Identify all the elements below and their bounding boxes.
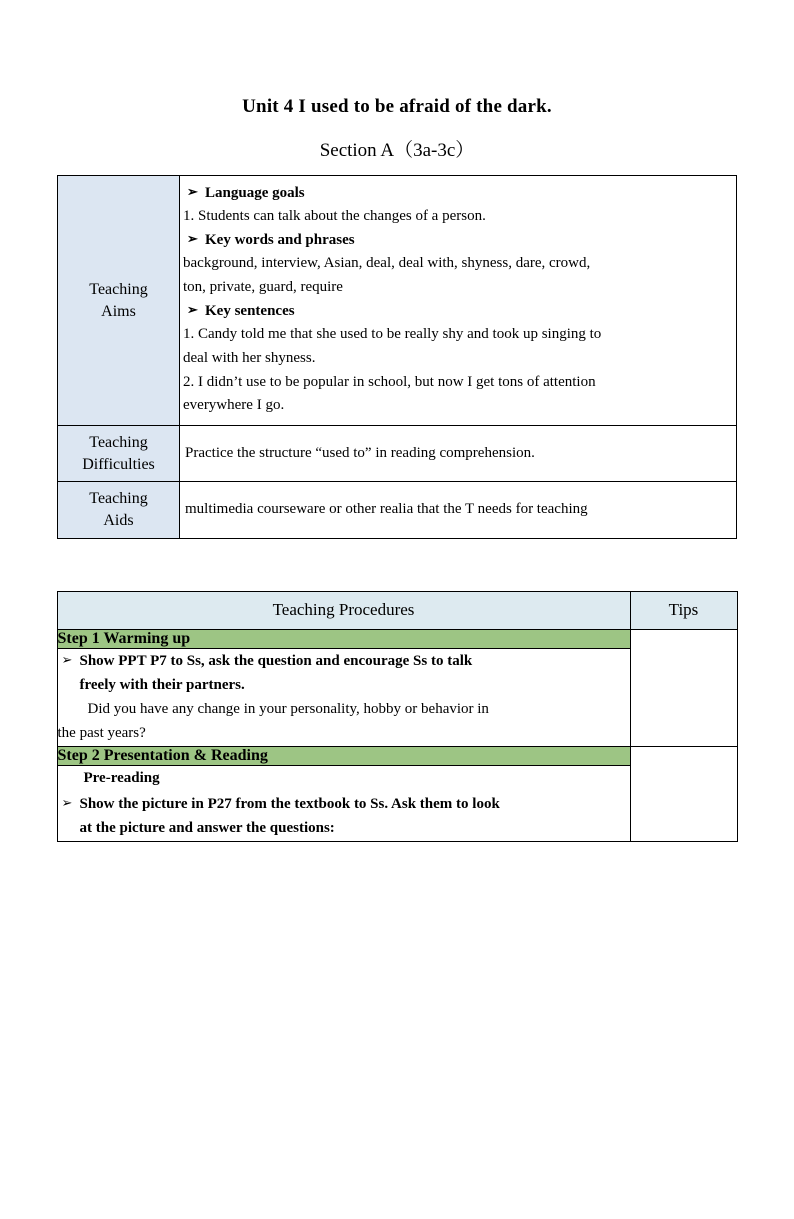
- table-row: [57, 629, 737, 648]
- label-line-1: Teaching: [89, 434, 148, 452]
- tips-header: Tips: [630, 591, 737, 629]
- table-row: [58, 426, 737, 482]
- label-line-1: Teaching: [89, 490, 148, 508]
- step-1-content: [57, 648, 630, 746]
- tips-cell-step-1: [630, 629, 737, 746]
- label-line-1: Teaching: [89, 280, 148, 298]
- arrow-bullet-icon: ➢: [187, 301, 198, 317]
- label-line-2: Aims: [101, 302, 136, 320]
- table-row: [57, 746, 737, 765]
- aims-key-words-line-1: background, interview, Asian, deal, deal with, shyness, dare, crowd,: [183, 255, 591, 272]
- teaching-procedures-table: [57, 591, 738, 842]
- page-title: Unit 4 I used to be afraid of the dark.: [242, 96, 552, 117]
- label-line-2: Difficulties: [82, 455, 155, 473]
- step-2-content: [57, 765, 630, 841]
- document-page: [0, 96, 794, 1219]
- teaching-aids-content: multimedia courseware or other realia that the T needs for teaching: [180, 482, 737, 538]
- bullet-language-goals: [183, 183, 730, 204]
- step-1-label: Step 1 Warming up: [57, 629, 630, 648]
- teaching-difficulties-content: Practice the structure “used to” in reading comprehension.: [180, 426, 737, 482]
- table-row: [58, 176, 737, 426]
- aims-sentence-2: 2. I didn’t use to be popular in school, but now I get tons of attention: [183, 373, 596, 390]
- step-1-line-1: [58, 649, 630, 673]
- row-label-teaching-difficulties: [58, 426, 180, 482]
- arrow-bullet-icon: ➢: [187, 184, 198, 199]
- step-2-line-1: [58, 792, 630, 816]
- arrow-bullet-icon: ➢: [187, 231, 198, 247]
- step-1-line-3: Did you have any change in your personality, hobby or behavior in: [87, 701, 489, 718]
- table-header-row: [57, 591, 737, 629]
- bullet-label: Language goals: [205, 185, 305, 201]
- page-subtitle: Section A（3a-3c）: [319, 140, 475, 161]
- arrow-bullet-icon: ➢: [61, 795, 73, 810]
- row-label-teaching-aims: [58, 176, 180, 426]
- bullet-label: Key words and phrases: [205, 232, 355, 249]
- aims-sentence-1-cont: deal with her shyness.: [183, 349, 316, 366]
- aims-sentence-1: 1. Candy told me that she used to be really shy and took up singing to: [183, 326, 602, 343]
- line-text: Show the picture in P27 from the textbook to Ss. Ask them to look: [79, 796, 500, 812]
- label-line-2: Aids: [103, 511, 134, 529]
- bullet-key-sentences: [183, 301, 730, 322]
- row-label-teaching-aids: [58, 482, 180, 538]
- step-1-line-2: freely with their partners.: [79, 676, 245, 693]
- step-1-line-4: the past years?: [57, 725, 146, 742]
- step-2-line-2: at the picture and answer the questions:: [79, 820, 335, 837]
- procedures-header: Teaching Procedures: [57, 591, 630, 629]
- teaching-aims-content: [180, 176, 737, 426]
- aims-key-words-line-2: ton, private, guard, require: [183, 279, 343, 296]
- bullet-key-words: [183, 230, 730, 251]
- aims-sentence-2-cont: everywhere I go.: [183, 397, 285, 414]
- tips-cell-step-2: [630, 746, 737, 841]
- line-text: Show PPT P7 to Ss, ask the question and encourage Ss to talk: [79, 652, 473, 669]
- table-row: [58, 482, 737, 538]
- step-2-subheading: Pre-reading: [83, 769, 160, 786]
- bullet-label: Key sentences: [205, 302, 295, 319]
- step-2-label: Step 2 Presentation & Reading: [57, 746, 630, 765]
- aims-goal-item-1: 1. Students can talk about the changes of a person.: [183, 208, 486, 225]
- teaching-aims-table: [57, 175, 737, 539]
- spacer: [56, 539, 738, 591]
- arrow-bullet-icon: ➢: [61, 651, 73, 667]
